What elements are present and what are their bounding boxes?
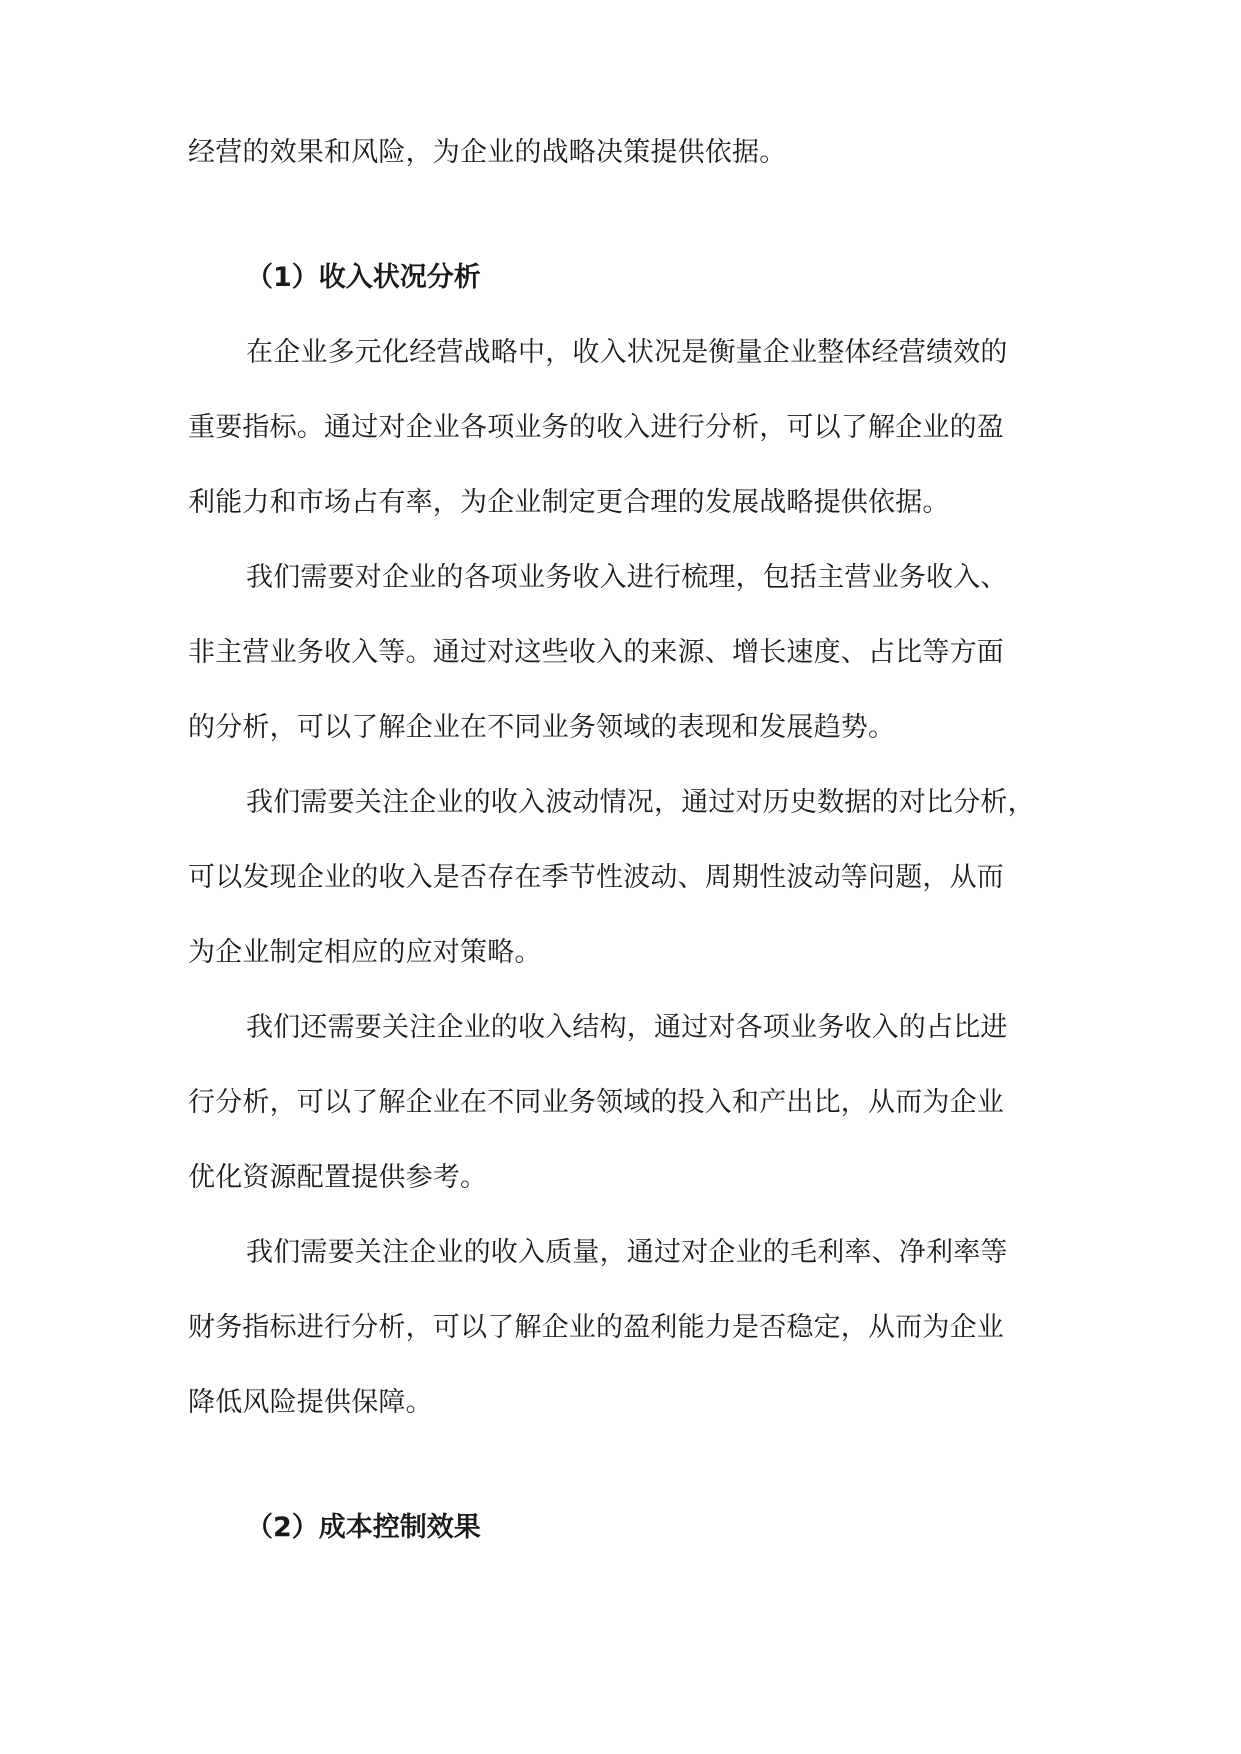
paragraph-line: 优化资源配置提供参考。 [188, 1162, 488, 1193]
paragraph-line: 我们还需要关注企业的收入结构，通过对各项业务收入的占比进 [246, 1012, 1008, 1043]
section-heading-1: （1）收入状况分析 [246, 262, 481, 293]
section-heading-2: （2）成本控制效果 [246, 1512, 481, 1543]
paragraph-line: 利能力和市场占有率，为企业制定更合理的发展战略提供依据。 [188, 487, 950, 518]
paragraph-line: 我们需要关注企业的收入质量，通过对企业的毛利率、净利率等 [246, 1237, 1008, 1268]
paragraph-line: 可以发现企业的收入是否存在季节性波动、周期性波动等问题，从而 [188, 862, 1004, 893]
paragraph-line: 我们需要关注企业的收入波动情况，通过对历史数据的对比分析， [246, 787, 1035, 818]
paragraph-line: 重要指标。通过对企业各项业务的收入进行分析，可以了解企业的盈 [188, 412, 1004, 443]
text-line: 经营的效果和风险，为企业的战略决策提供依据。 [188, 137, 787, 168]
paragraph-line: 非主营业务收入等。通过对这些收入的来源、增长速度、占比等方面 [188, 637, 1004, 668]
paragraph-line: 的分析，可以了解企业在不同业务领域的表现和发展趋势。 [188, 712, 896, 743]
paragraph-line: 在企业多元化经营战略中，收入状况是衡量企业整体经营绩效的 [246, 337, 1008, 368]
paragraph-line: 行分析，可以了解企业在不同业务领域的投入和产出比，从而为企业 [188, 1087, 1004, 1118]
paragraph-line: 我们需要对企业的各项业务收入进行梳理，包括主营业务收入、 [246, 562, 1008, 593]
paragraph-line: 财务指标进行分析，可以了解企业的盈利能力是否稳定，从而为企业 [188, 1312, 1004, 1343]
paragraph-line: 为企业制定相应的应对策略。 [188, 937, 542, 968]
paragraph-line: 降低风险提供保障。 [188, 1387, 433, 1418]
